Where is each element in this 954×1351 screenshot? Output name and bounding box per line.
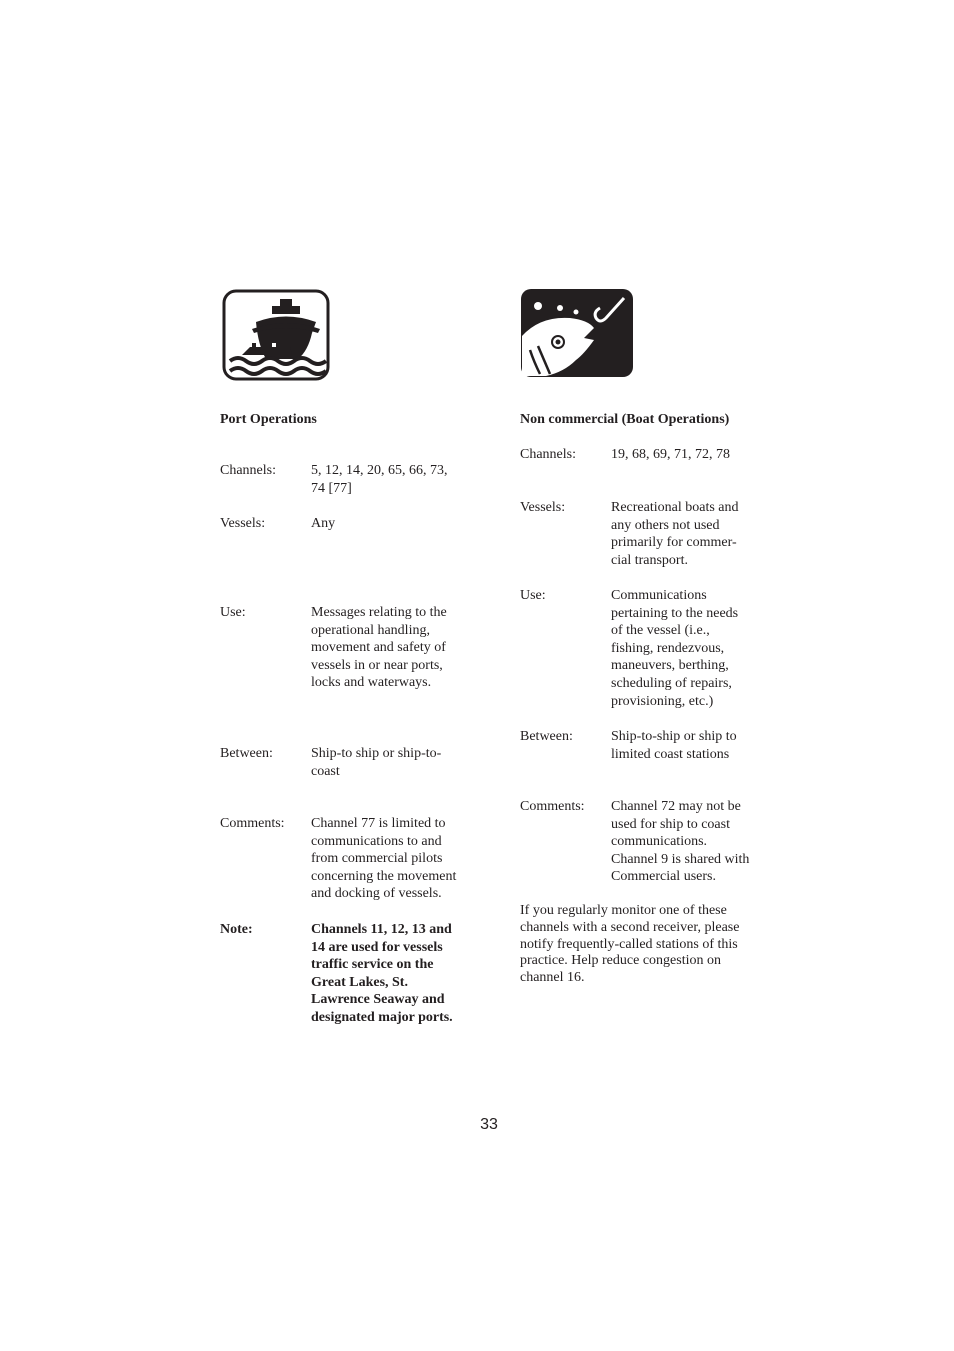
right-comments-label: Comments:: [520, 799, 585, 814]
page-number: 33: [480, 1116, 498, 1133]
left-note-label: Note:: [220, 922, 253, 937]
left-section-heading: Port Operations: [220, 412, 317, 427]
right-comments-value: Channel 72 may not be used for ship to coast communications. Channel 9 is shared with Commercial users.: [611, 799, 750, 885]
left-channels-label: Channels:: [220, 463, 276, 478]
left-between-value: Ship-to ship or ship-to- coast: [311, 746, 442, 779]
right-channels-value: 19, 68, 69, 71, 72, 78: [611, 447, 730, 462]
left-vessels-label: Vessels:: [220, 516, 266, 531]
left-use-value: Messages relating to the operational handling, movement and safety of vessels in or near ports, locks and waterways.: [311, 605, 447, 691]
right-between-label: Between:: [520, 729, 573, 744]
right-section-heading: Non commercial (Boat Operations): [520, 412, 730, 427]
right-use-label: Use:: [520, 588, 546, 603]
ship-icon: [222, 289, 330, 381]
left-vessels-value: Any: [311, 516, 336, 531]
right-vessels-label: Vessels:: [520, 500, 566, 515]
right-use-value: Communications pertaining to the needs of the vessel (i.e., fishing, rendezvous, maneuvers, berthing, scheduling of repairs, provisioning, etc.): [611, 588, 739, 709]
right-channels-label: Channels:: [520, 447, 576, 462]
left-comments-label: Comments:: [220, 816, 285, 831]
fish-hook-icon: [520, 288, 634, 378]
right-between-value: Ship-to-ship or ship to limited coast stations: [611, 729, 737, 762]
right-vessels-value: Recreational boats and any others not used primarily for commer- cial transport.: [611, 500, 739, 568]
right-footer-paragraph: If you regularly monitor one of these channels with a second receiver, please notify frequently-called stations of this practice. Help reduce congestion on channel 16.: [520, 903, 740, 986]
left-channels-value: 5, 12, 14, 20, 65, 66, 73, 74 [77]: [311, 463, 448, 496]
left-use-label: Use:: [220, 605, 246, 620]
left-note-value: Channels 11, 12, 13 and 14 are used for vessels traffic service on the Great Lakes, St. Lawrence Seaway and designated major ports.: [311, 922, 453, 1025]
left-between-label: Between:: [220, 746, 273, 761]
left-comments-value: Channel 77 is limited to communications to and from commercial pilots concerning the movement and docking of vessels.: [311, 816, 457, 902]
